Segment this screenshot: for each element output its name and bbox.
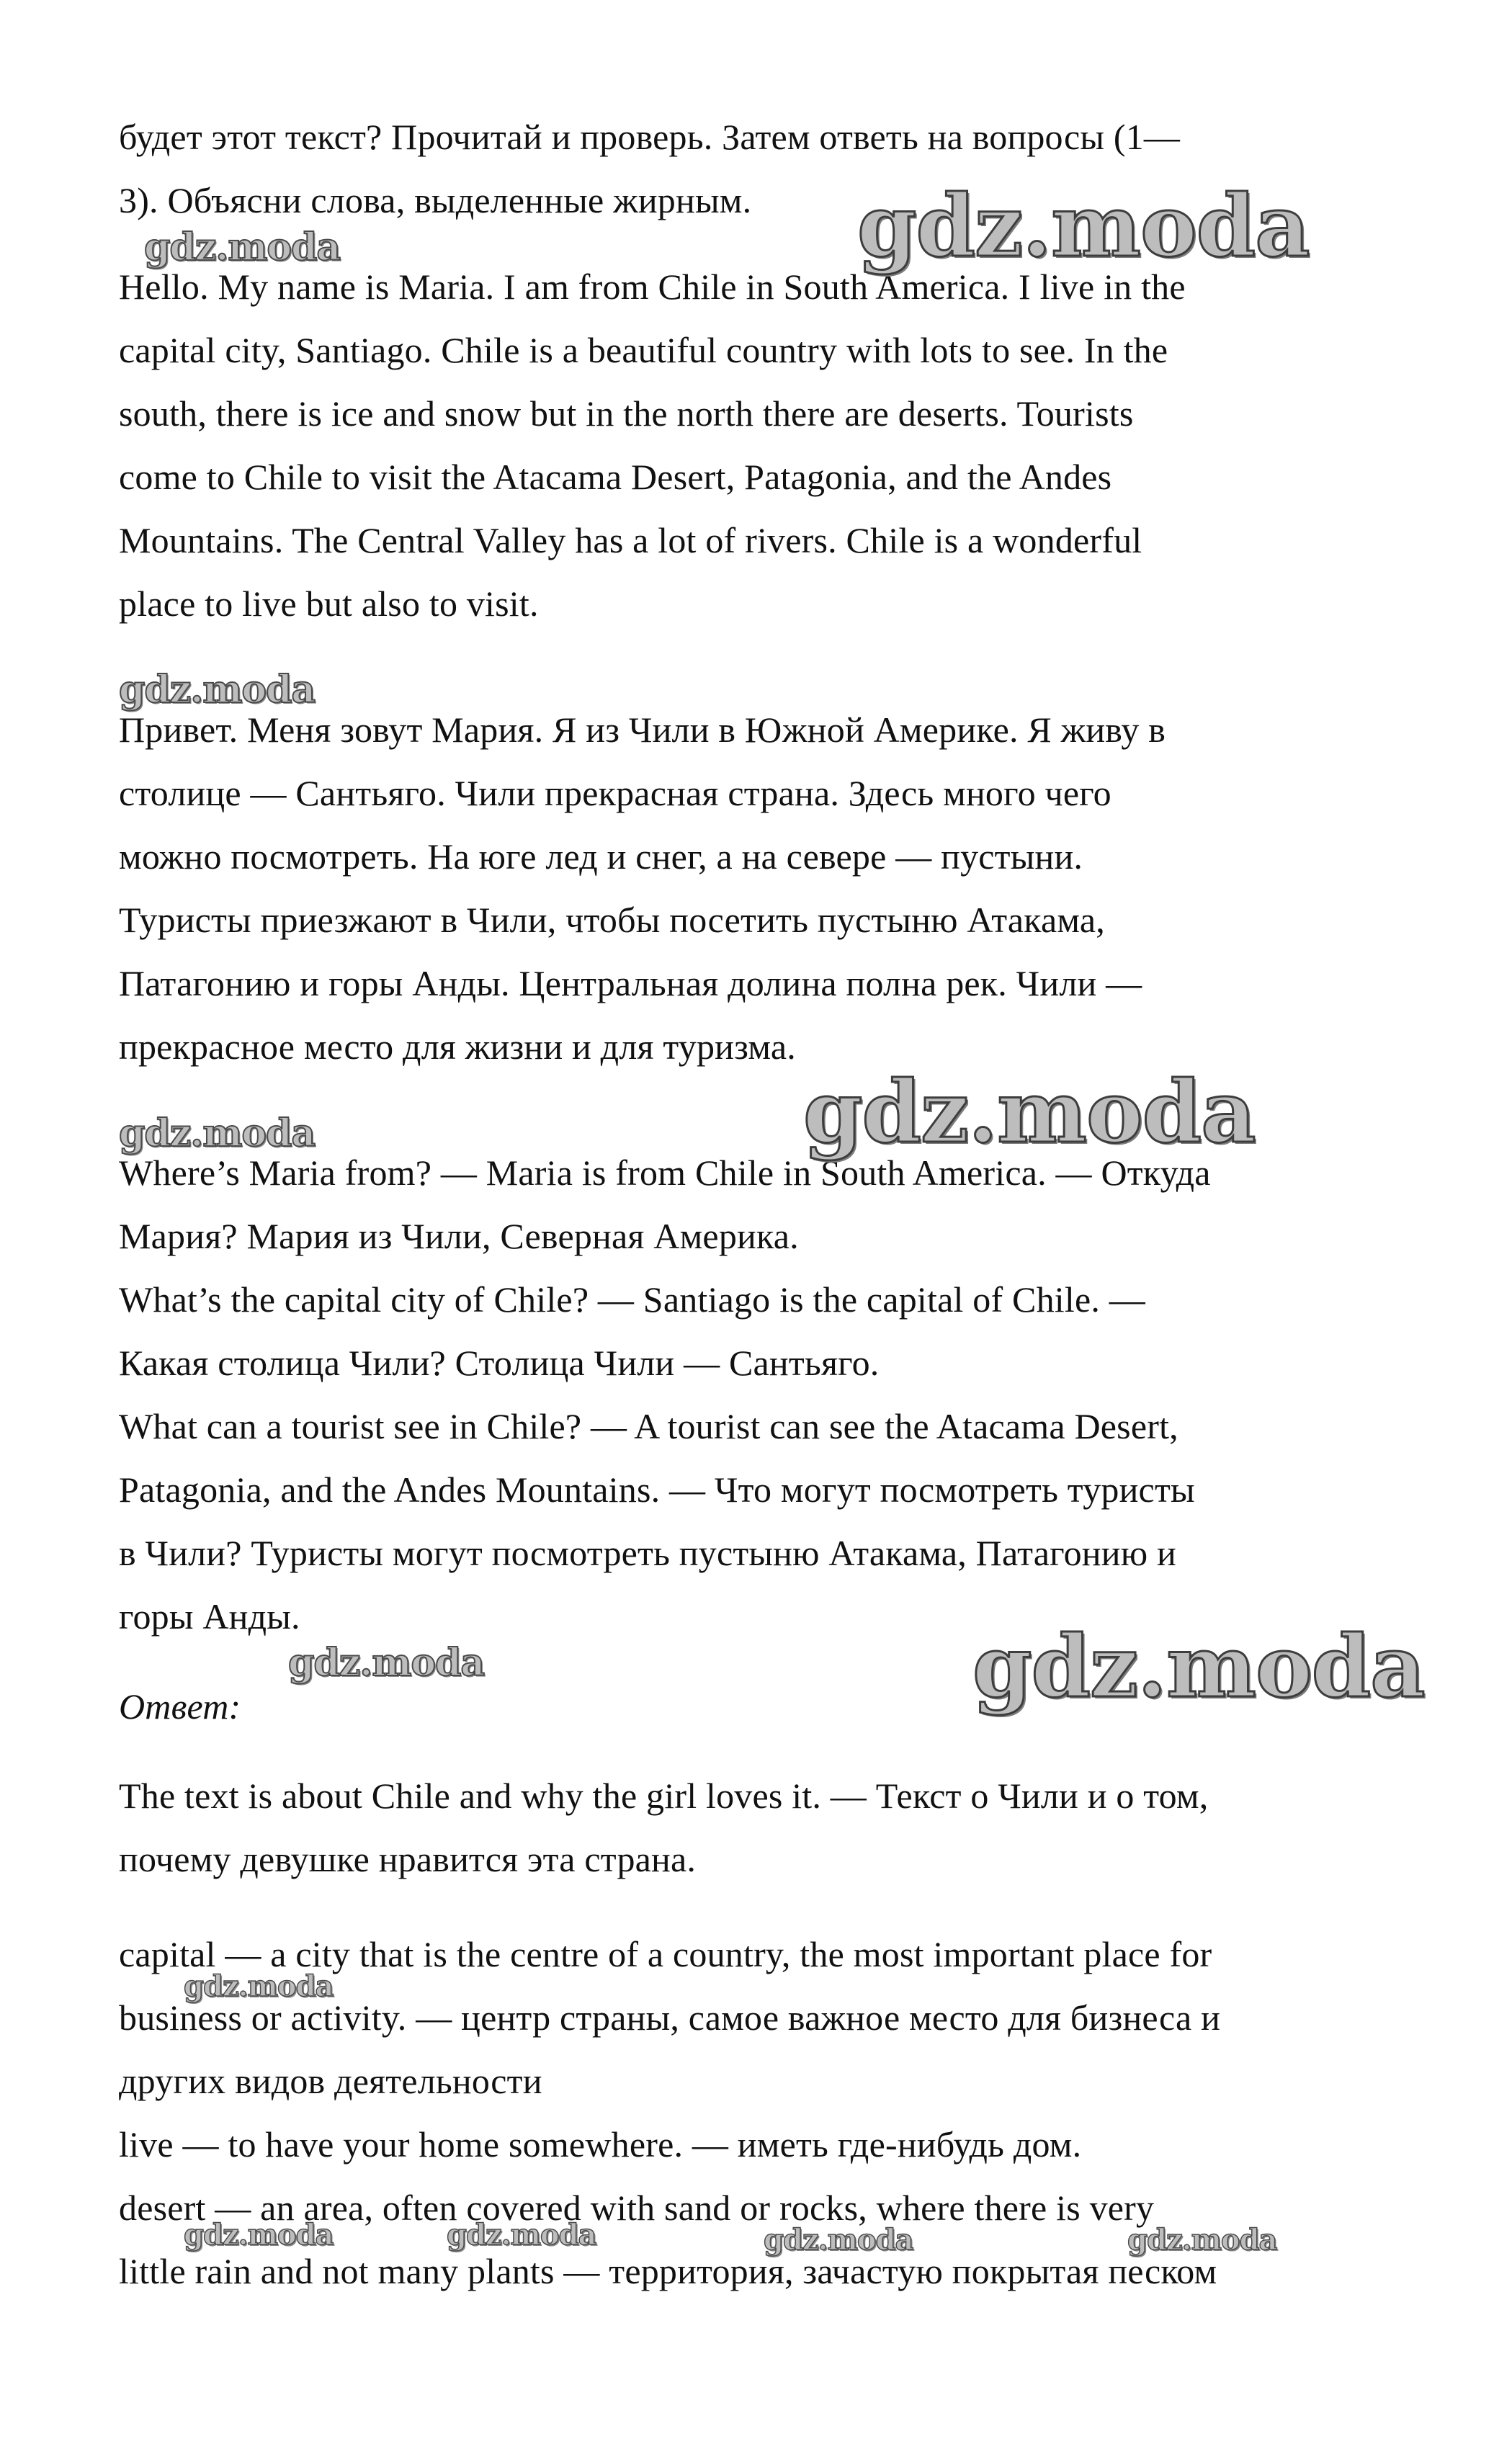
text-line: place to live but also to visit. <box>119 583 539 624</box>
text-line: Мария? Мария из Чили, Северная Америка. <box>119 1216 799 1256</box>
text-line: south, there is ice and snow but in the north there are deserts. Tourists <box>119 393 1134 434</box>
text-line: почему девушке нравится эта страна. <box>119 1839 697 1879</box>
text-line: горы Анды. <box>119 1596 300 1637</box>
text-line: business or activity. — центр страны, самое важное место для бизнеса и <box>119 1997 1221 2038</box>
text-line: capital city, Santiago. Chile is a beautiful country with lots to see. In the <box>119 330 1168 370</box>
text-line: прекрасное место для жизни и для туризма. <box>119 1026 796 1067</box>
watermark: gdz.moda <box>1127 2223 1277 2257</box>
text-line: Привет. Меня зовут Мария. Я из Чили в Южной Америке. Я живу в <box>119 710 1166 750</box>
text-line: The text is about Chile and why the girl loves it. — Текст о Чили и о том, <box>119 1776 1209 1816</box>
watermark: gdz.moda <box>119 1111 316 1155</box>
text-line: столице — Сантьяго. Чили прекрасная страна. Здесь много чего <box>119 773 1111 813</box>
text-line: live — to have your home somewhere. — иметь где-нибудь дом. <box>119 2124 1082 2165</box>
text-line: Туристы приезжают в Чили, чтобы посетить пустыню Атакама, <box>119 900 1105 940</box>
watermark: gdz.moda <box>119 668 316 712</box>
text-line: Hello. My name is Maria. I am from Chile in South America. I live in the <box>119 267 1186 307</box>
text-line: desert — an area, often covered with sand or rocks, where there is very <box>119 2188 1155 2228</box>
text-line: Какая столица Чили? Столица Чили — Сантьяго. <box>119 1343 880 1383</box>
watermark: gdz.moda <box>764 2223 913 2257</box>
watermark: gdz.moda <box>447 2218 596 2252</box>
text-line: capital — a city that is the centre of a country, the most important place for <box>119 1934 1212 1974</box>
text-line: Where’s Maria from? — Maria is from Chile in South America. — Откуда <box>119 1152 1211 1193</box>
text-line: little rain and not many plants — территория, зачастую покрытая песком <box>119 2251 1217 2291</box>
text-line: Патагонию и горы Анды. Центральная долина полна рек. Чили — <box>119 963 1142 1003</box>
answer-heading: Ответ: <box>119 1686 241 1727</box>
watermark: gdz.moda <box>184 1969 334 2003</box>
text-line: What’s the capital city of Chile? — Santiago is the capital of Chile. — <box>119 1279 1145 1320</box>
watermark: gdz.moda <box>184 2218 334 2252</box>
text-line: в Чили? Туристы могут посмотреть пустыню Атакама, Патагонию и <box>119 1533 1176 1573</box>
text-line: можно посмотреть. На юге лед и снег, а на севере — пустыни. <box>119 836 1083 877</box>
text-line: Mountains. The Central Valley has a lot of rivers. Chile is a wonderful <box>119 520 1142 560</box>
text-line: других видов деятельности <box>119 2061 542 2101</box>
watermark: gdz.moda <box>803 1062 1256 1162</box>
text-line: come to Chile to visit the Atacama Desert, Patagonia, and the Andes <box>119 457 1112 497</box>
watermark: gdz.moda <box>144 225 341 269</box>
watermark: gdz.moda <box>857 176 1310 276</box>
watermark: gdz.moda <box>288 1641 485 1685</box>
text-line: Patagonia, and the Andes Mountains. — Что могут посмотреть туристы <box>119 1469 1195 1510</box>
watermark: gdz.moda <box>972 1616 1425 1716</box>
text-line: будет этот текст? Прочитай и проверь. Затем ответь на вопросы (1— <box>119 117 1181 157</box>
text-line: 3). Объясни слова, выделенные жирным. <box>119 180 752 220</box>
text-line: What can a tourist see in Chile? — A tourist can see the Atacama Desert, <box>119 1406 1178 1446</box>
